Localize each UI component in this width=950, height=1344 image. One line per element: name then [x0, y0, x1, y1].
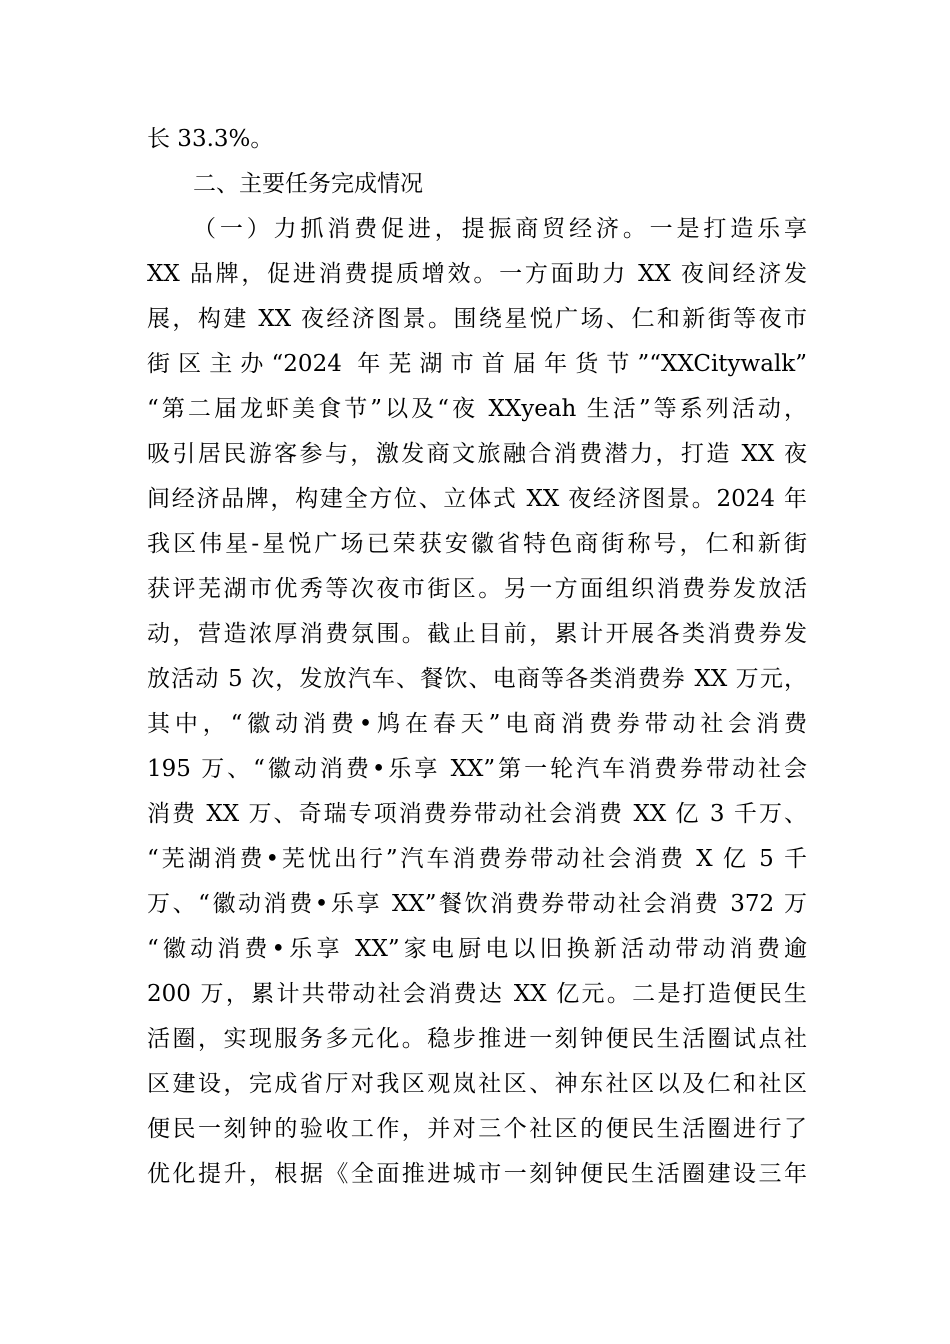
text-line: 200 万，累计共带动社会消费达 XX 亿元。二是打造便民生 [147, 981, 807, 1007]
text-line: 放活动 5 次，发放汽车、餐饮、电商等各类消费券 XX 万元， [147, 666, 807, 692]
text-line: 195 万、“徽动消费•乐享 XX”第一轮汽车消费券带动社会 [147, 756, 807, 782]
text-line: 我区伟星-星悦广场已荣获安徽省特色商街称号，仁和新街 [147, 531, 807, 557]
text-line: “芜湖消费•芜忧出行”汽车消费券带动社会消费 X 亿 5 千 [147, 846, 807, 872]
text-line: 活圈，实现服务多元化。稳步推进一刻钟便民生活圈试点社 [147, 1026, 807, 1052]
text-line: 吸引居民游客参与，激发商文旅融合消费潜力，打造 XX 夜 [147, 441, 807, 467]
text-line: 优化提升，根据《全面推进城市一刻钟便民生活圈建设三年 [147, 1161, 807, 1187]
text-line: 动，营造浓厚消费氛围。截止目前，累计开展各类消费券发 [147, 621, 807, 647]
text-line: 获评芜湖市优秀等次夜市街区。另一方面组织消费券发放活 [147, 576, 807, 602]
text-line: 消费 XX 万、奇瑞专项消费券带动社会消费 XX 亿 3 千万、 [147, 801, 807, 827]
text-line: 展，构建 XX 夜经济图景。围绕星悦广场、仁和新街等夜市 [147, 306, 807, 332]
text-line: “徽动消费•乐享 XX”家电厨电以旧换新活动带动消费逾 [147, 936, 807, 962]
text-line: 间经济品牌，构建全方位、立体式 XX 夜经济图景。2024 年 [147, 486, 807, 512]
text-line: 万、“徽动消费•乐享 XX”餐饮消费券带动社会消费 372 万 [147, 891, 807, 917]
text-line: XX 品牌，促进消费提质增效。一方面助力 XX 夜间经济发 [147, 261, 807, 287]
text-line: 街区主办“2024 年芜湖市首届年货节”“XXCitywalk” [147, 351, 807, 377]
document-body [147, 117, 807, 1197]
text-line: （一）力抓消费促进，提振商贸经济。一是打造乐享 [193, 216, 807, 242]
text-line: “第二届龙虾美食节”以及“夜 XXyeah 生活”等系列活动， [147, 396, 807, 422]
text-line: 长 33.3%。 [147, 126, 274, 152]
text-line: 其中，“徽动消费•鸠在春天”电商消费券带动社会消费 [147, 711, 807, 737]
text-line: 区建设，完成省厅对我区观岚社区、神东社区以及仁和社区 [147, 1071, 807, 1097]
section-heading: 二、主要任务完成情况 [193, 171, 423, 197]
text-line: 便民一刻钟的验收工作，并对三个社区的便民生活圈进行了 [147, 1116, 807, 1142]
